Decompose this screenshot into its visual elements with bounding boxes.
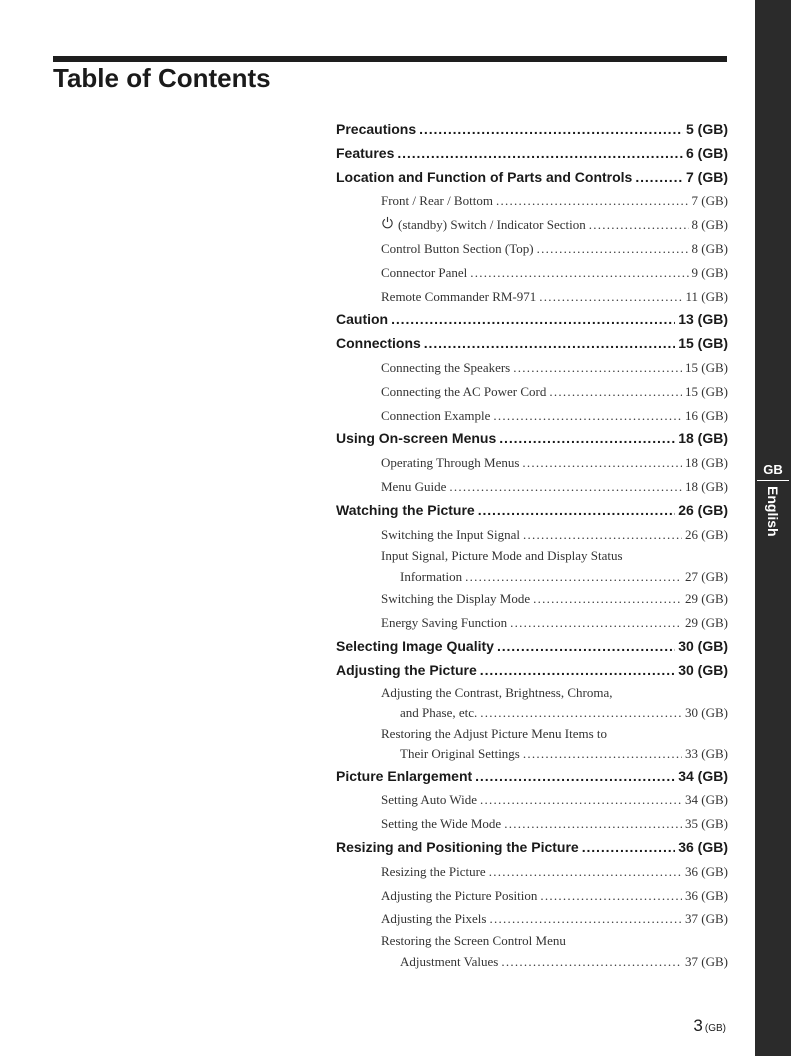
toc-subsection-entry [336, 237, 728, 261]
toc-page-ref: 30 (GB) [678, 637, 728, 654]
toc-entry-title: Connecting the AC Power Cord [381, 383, 547, 399]
toc-subsection-entry [336, 475, 728, 499]
toc-entry-title: Remote Commander RM-971 [381, 288, 537, 304]
dot-leader [513, 356, 682, 380]
toc-page-ref: 6 (GB) [686, 144, 728, 161]
toc-subsection-entry [336, 884, 728, 908]
toc-entry-title: Control Button Section (Top) [381, 240, 534, 256]
toc-entry-title: Switching the Display Mode [381, 591, 531, 607]
toc-subsection-entry [336, 788, 728, 812]
toc-entry-title: Setting the Wide Mode [381, 816, 502, 832]
toc-entry-title: Their Original Settings [400, 746, 520, 762]
toc-section-entry [336, 765, 728, 789]
toc-subsection-entry [336, 567, 728, 588]
toc-page-ref: 35 (GB) [685, 816, 728, 832]
dot-leader [540, 884, 682, 908]
toc-page-ref: 8 (GB) [691, 240, 728, 256]
toc-section-entry [336, 142, 728, 166]
dot-leader [537, 237, 689, 261]
toc-subsection-entry [336, 812, 728, 836]
toc-subsection-entry [336, 703, 728, 724]
toc-entry-title: Location and Function of Parts and Controls [336, 168, 633, 185]
toc-page-ref: 5 (GB) [686, 121, 728, 137]
dot-leader [424, 332, 675, 356]
dot-leader [470, 261, 688, 285]
page-number-suffix: (GB) [704, 1023, 726, 1034]
table-of-contents [336, 118, 728, 972]
toc-page-ref: 9 (GB) [691, 264, 728, 280]
dot-leader [635, 166, 683, 190]
toc-entry-title: Front / Rear / Bottom [381, 193, 493, 209]
toc-entry-title: Restoring the Adjust Picture Menu Items to [381, 725, 608, 741]
toc-entry-title: Connection Example [381, 407, 491, 423]
toc-entry-title: (standby) Switch / Indicator Section [398, 217, 586, 233]
toc-page-ref: 33 (GB) [685, 746, 728, 762]
dot-leader [480, 703, 682, 724]
dot-leader [496, 189, 689, 213]
dot-leader [419, 118, 683, 142]
dot-leader [523, 744, 682, 765]
dot-leader [489, 907, 682, 931]
toc-page-ref: 18 (GB) [678, 430, 728, 447]
toc-entry-title: Using On-screen Menus [336, 430, 497, 447]
dot-leader [480, 659, 675, 683]
toc-entry-title: Adjusting the Picture Position [381, 887, 538, 903]
toc-subsection-entry [336, 261, 728, 285]
toc-entry-title: Connecting the Speakers [381, 359, 511, 375]
toc-subsection-entry [336, 587, 728, 611]
dot-leader [533, 587, 682, 611]
toc-section-entry [336, 836, 728, 860]
toc-section-entry [336, 118, 728, 142]
dot-leader [493, 404, 682, 428]
toc-entry-title: Menu Guide [381, 478, 447, 494]
toc-subsection-entry [336, 724, 728, 745]
toc-entry-title: Switching the Input Signal [381, 526, 521, 542]
toc-subsection-entry [336, 907, 728, 931]
toc-entry-title: Selecting Image Quality [336, 637, 494, 654]
toc-subsection-entry [336, 404, 728, 428]
toc-page-ref: 15 (GB) [685, 383, 728, 399]
toc-section-entry [336, 635, 728, 659]
dot-leader [504, 812, 682, 836]
dot-leader [449, 475, 682, 499]
toc-section-entry [336, 332, 728, 356]
toc-subsection-entry [336, 611, 728, 635]
toc-entry-title: Input Signal, Picture Mode and Display Status [381, 548, 623, 564]
toc-subsection-entry [336, 931, 728, 952]
dot-leader [465, 567, 682, 588]
toc-page-ref: 11 (GB) [685, 288, 728, 304]
toc-section-entry [336, 659, 728, 683]
dot-leader [480, 788, 682, 812]
toc-subsection-entry [336, 952, 728, 973]
dot-leader [497, 635, 675, 659]
dot-leader [522, 451, 682, 475]
page-number-value: 3 [693, 1016, 703, 1035]
toc-section-entry [336, 499, 728, 523]
dot-leader [549, 380, 682, 404]
toc-page-ref: 30 (GB) [685, 705, 728, 721]
toc-subsection-entry [336, 189, 728, 213]
dot-leader [478, 499, 675, 523]
toc-page-ref: 16 (GB) [685, 407, 728, 423]
dot-leader [475, 765, 675, 789]
toc-entry-title: Precautions [336, 121, 417, 137]
dot-leader [589, 213, 689, 237]
toc-page-ref: 30 (GB) [678, 661, 728, 678]
toc-page-ref: 29 (GB) [685, 615, 728, 631]
toc-entry-title: Features [336, 144, 395, 161]
toc-entry-title: Resizing the Picture [381, 863, 486, 879]
toc-subsection-entry [336, 523, 728, 547]
toc-section-entry [336, 308, 728, 332]
toc-entry-title: Operating Through Menus [381, 455, 520, 471]
toc-page-ref: 15 (GB) [685, 359, 728, 375]
toc-entry-title: Adjustment Values [400, 953, 499, 969]
toc-page-ref: 26 (GB) [678, 501, 728, 518]
dot-leader [539, 285, 682, 309]
toc-page-ref: 34 (GB) [685, 792, 728, 808]
toc-page-ref: 26 (GB) [685, 526, 728, 542]
toc-entry-title: Resizing and Positioning the Picture [336, 838, 579, 855]
dot-leader [499, 427, 675, 451]
toc-entry-title: Picture Enlargement [336, 767, 473, 784]
toc-subsection-entry [336, 451, 728, 475]
toc-entry-title: Information [400, 568, 463, 584]
toc-section-entry [336, 427, 728, 451]
dot-leader [489, 860, 682, 884]
toc-entry-title: Adjusting the Contrast, Brightness, Chroma, [381, 684, 613, 700]
toc-entry-title: and Phase, etc. [400, 705, 478, 721]
toc-section-entry [336, 166, 728, 190]
toc-entry-title: Restoring the Screen Control Menu [381, 933, 566, 949]
toc-entry-title: Adjusting the Picture [336, 661, 477, 678]
toc-page-ref: 27 (GB) [685, 568, 728, 584]
language-label: English [765, 486, 781, 537]
toc-subsection-entry [336, 213, 728, 237]
page-title: Table of Contents [53, 63, 271, 93]
toc-entry-title: Connector Panel [381, 264, 468, 280]
toc-subsection-entry [336, 860, 728, 884]
toc-page-ref: 37 (GB) [685, 911, 728, 927]
toc-subsection-entry [336, 380, 728, 404]
dot-leader [391, 308, 675, 332]
toc-page-ref: 15 (GB) [678, 335, 728, 352]
toc-page-ref: 36 (GB) [685, 863, 728, 879]
toc-page-ref: 7 (GB) [686, 168, 728, 185]
toc-subsection-entry [336, 546, 728, 567]
toc-page-ref: 37 (GB) [685, 953, 728, 969]
toc-entry-title: Adjusting the Pixels [381, 911, 487, 927]
toc-entry-title: Energy Saving Function [381, 615, 508, 631]
toc-page-ref: 7 (GB) [691, 193, 728, 209]
dot-leader [523, 523, 682, 547]
toc-page-ref: 18 (GB) [685, 478, 728, 494]
toc-page-ref: 36 (GB) [678, 838, 728, 855]
toc-subsection-entry [336, 744, 728, 765]
toc-entry-title: Connections [336, 335, 421, 352]
dot-leader [397, 142, 683, 166]
toc-entry-title: Caution [336, 311, 389, 328]
side-tab-divider [757, 480, 789, 481]
toc-subsection-entry [336, 683, 728, 704]
toc-page-ref: 13 (GB) [678, 311, 728, 328]
page-number [693, 1016, 726, 1036]
toc-subsection-entry [336, 356, 728, 380]
toc-page-ref: 8 (GB) [691, 217, 728, 233]
dot-leader [510, 611, 682, 635]
dot-leader [582, 836, 676, 860]
toc-page-ref: 36 (GB) [685, 887, 728, 903]
toc-page-ref: 29 (GB) [685, 591, 728, 607]
toc-entry-title: Setting Auto Wide [381, 792, 478, 808]
toc-page-ref: 34 (GB) [678, 767, 728, 784]
language-code: GB [763, 462, 783, 477]
toc-subsection-entry [336, 285, 728, 309]
toc-page-ref: 18 (GB) [685, 455, 728, 471]
power-standby-icon [381, 213, 394, 226]
toc-entry-title: Watching the Picture [336, 501, 475, 518]
dot-leader [501, 952, 682, 973]
